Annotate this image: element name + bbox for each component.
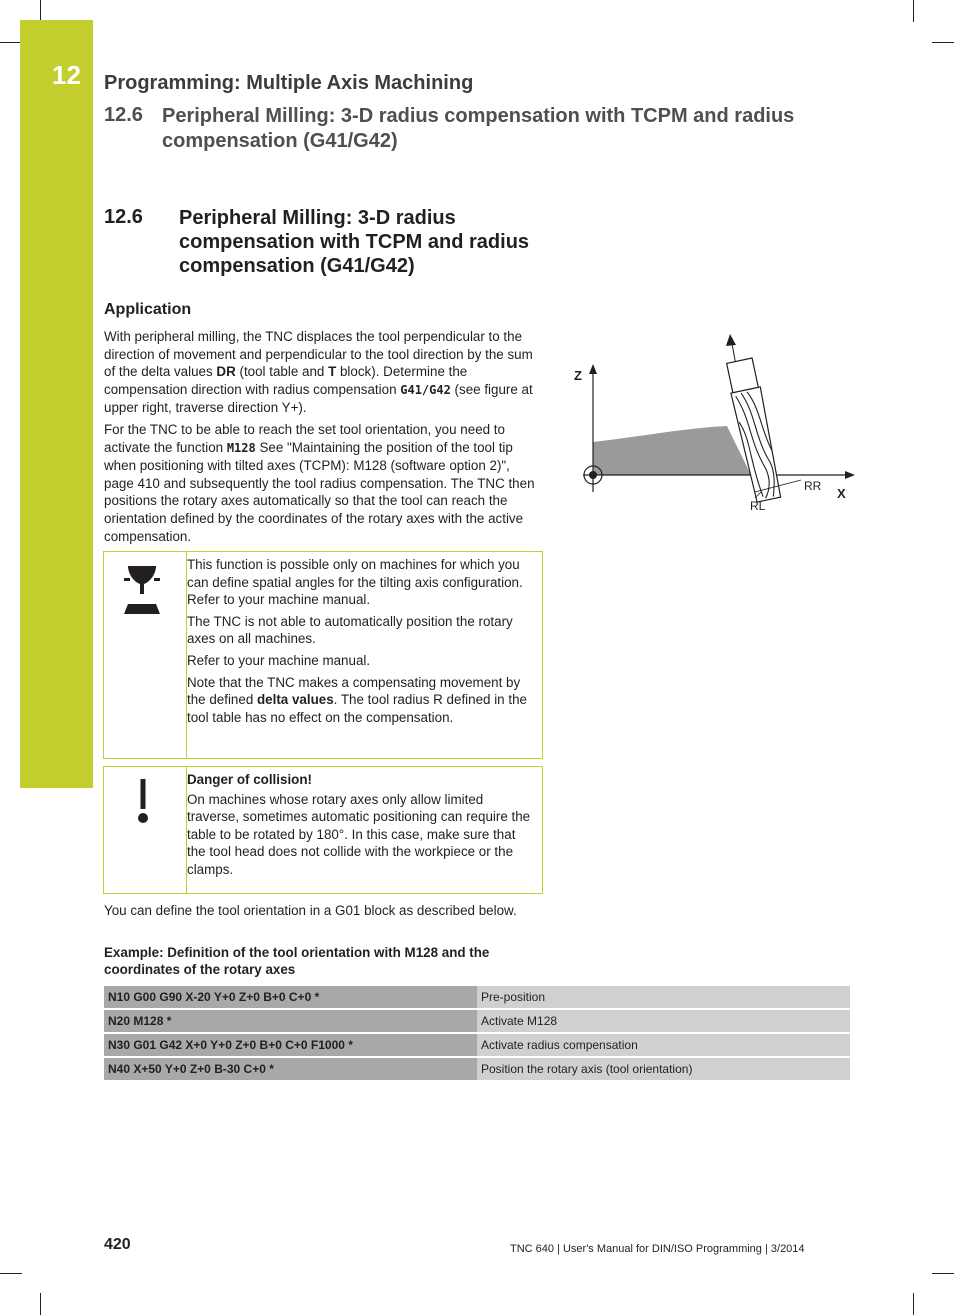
z-axis-label: Z: [574, 368, 582, 383]
danger-note-heading: Danger of collision!: [187, 772, 312, 787]
danger-note-text: [187, 771, 537, 883]
section-number: 12.6: [104, 206, 143, 228]
crop-mark: [913, 1293, 914, 1315]
milling-tool: [725, 358, 784, 503]
machine-note-box: [103, 551, 543, 759]
application-paragraph-1: With peripheral milling, the TNC displaces the tool perpendicular to the direction of movement and perpendicular to the tool direction by the sum of the delta values DR (tool table and T block). Determine the compensation direction with radius compensation G41/G42 (see figure at upper right, traverse direction Y+).: [104, 329, 533, 416]
section-title: Peripheral Milling: 3-D radius compensation with TCPM and radius compensation (G41/G42): [179, 207, 530, 277]
x-axis-label: X: [837, 486, 846, 501]
rl-label: RL: [750, 499, 766, 513]
machine-note-p4: Note that the TNC makes a compensating movement by the defined delta values. The tool radius R defined in the tool table has no effect on the compensation.: [187, 674, 527, 725]
nc-block-description: Pre-position: [477, 986, 850, 1008]
nc-block: N30 G01 G42 X+0 Y+0 Z+0 B+0 C+0 F1000 *: [104, 1034, 477, 1056]
workpiece-shape: [593, 426, 751, 475]
chapter-side-bar: [20, 20, 93, 788]
machine-note-text: [187, 556, 537, 730]
nc-block: N40 X+50 Y+0 Z+0 B-30 C+0 *: [104, 1058, 477, 1080]
nc-block-description: Position the rotary axis (tool orientation): [477, 1058, 850, 1080]
tool-axis-arrow: [726, 334, 736, 346]
after-note-paragraph: You can define the tool orientation in a G01 block as described below.: [104, 903, 517, 918]
footer-text: TNC 640 | User's Manual for DIN/ISO Programming | 3/2014: [510, 1243, 805, 1255]
table-row: [104, 1010, 850, 1032]
running-header-section-number: 12.6: [104, 104, 143, 126]
radius-compensation-figure: [565, 330, 865, 525]
danger-note-body: On machines whose rotary axes only allow limited traverse, sometimes automatic positioning can require the table to be rotated by 180°. In this case, make sure that the tool head does not collide with the workpiece or the clamps.: [187, 791, 531, 877]
nc-block: N20 M128 *: [104, 1010, 477, 1032]
crop-mark: [0, 42, 22, 43]
crop-mark: [40, 0, 41, 22]
machine-tool-icon: [122, 564, 162, 618]
application-heading: Application: [104, 301, 192, 318]
crop-mark: [0, 1273, 22, 1274]
machine-note-p3: Refer to your machine manual.: [187, 652, 371, 668]
crop-mark: [932, 1273, 954, 1274]
application-paragraph-2: For the TNC to be able to reach the set tool orientation, you need to activate the function M128 See "Maintaining the position of the tool tip when positioning with tilted axes (TCPM): M128 (software option 2)", page 410 and subsequently the tool radius compensation. The TNC then positions the rotary axes automatically so that the tool can reach the orientation defined by the coordinates of the rotary axes with the active compensation.: [104, 422, 535, 544]
crop-mark: [913, 0, 914, 22]
danger-note-box: [103, 766, 543, 894]
nc-block-description: Activate M128: [477, 1010, 850, 1032]
nc-block-description: Activate radius compensation: [477, 1034, 850, 1056]
running-header-title: Programming: Multiple Axis Machining: [104, 72, 474, 94]
nc-block: N10 G00 G90 X-20 Y+0 Z+0 B+0 C+0 *: [104, 986, 477, 1008]
x-axis-arrow: [845, 471, 855, 479]
page-number: 420: [104, 1236, 131, 1253]
running-header-section-title: Peripheral Milling: 3-D radius compensation with TCPM and radius compensation (G41/G42): [162, 105, 795, 152]
machine-note-p2: The TNC is not able to automatically position the rotary axes on all machines.: [187, 613, 513, 647]
nc-program-table: [104, 984, 850, 1082]
machine-note-p1: This function is possible only on machines for which you can define spatial angles for the tilting axis configuration. Refer to your machine manual.: [187, 557, 523, 608]
table-row: [104, 1058, 850, 1080]
rr-label: RR: [804, 479, 822, 493]
example-heading: Example: Definition of the tool orientation with M128 and the coordinates of the rotary axes: [104, 945, 490, 977]
table-row: [104, 1034, 850, 1056]
crop-mark: [40, 1293, 41, 1315]
table-row: [104, 986, 850, 1008]
exclamation-icon: [137, 779, 149, 825]
crop-mark: [932, 42, 954, 43]
chapter-number: 12: [52, 60, 81, 90]
z-axis-arrow: [589, 364, 597, 374]
